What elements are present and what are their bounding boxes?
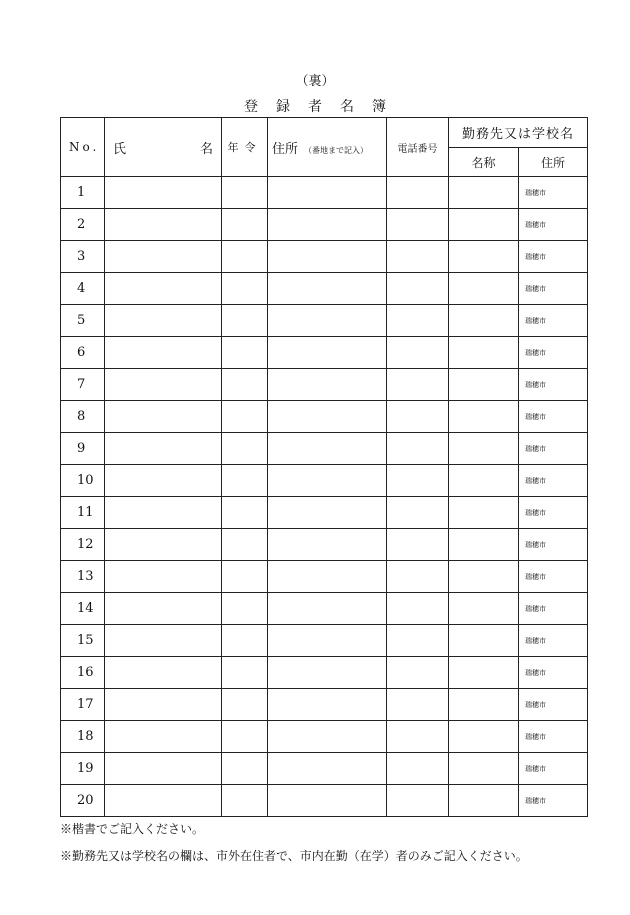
age-cell[interactable] (222, 657, 268, 689)
address-cell[interactable] (268, 529, 387, 561)
phone-cell[interactable] (387, 209, 449, 241)
workplace-name-cell[interactable] (449, 561, 519, 593)
name-cell[interactable] (105, 337, 222, 369)
workplace-address-cell[interactable]: 瑞穂市 (519, 721, 588, 753)
table-row (61, 721, 588, 753)
workplace-name-cell[interactable] (449, 593, 519, 625)
phone-cell[interactable] (387, 593, 449, 625)
age-cell[interactable] (222, 721, 268, 753)
address-cell[interactable] (268, 369, 387, 401)
age-cell[interactable] (222, 529, 268, 561)
phone-cell[interactable] (387, 529, 449, 561)
name-cell[interactable] (105, 177, 222, 209)
workplace-name-cell[interactable] (449, 177, 519, 209)
footnote-calligraphy: ※楷書でご記入ください。 (60, 822, 205, 836)
workplace-address-cell[interactable]: 瑞穂市 (519, 497, 588, 529)
address-cell[interactable] (268, 721, 387, 753)
address-cell[interactable] (268, 625, 387, 657)
table-row (61, 785, 588, 817)
table-row (61, 273, 588, 305)
phone-cell[interactable] (387, 305, 449, 337)
workplace-name-cell[interactable] (449, 241, 519, 273)
workplace-address-cell[interactable]: 瑞穂市 (519, 785, 588, 817)
workplace-address-cell[interactable]: 瑞穂市 (519, 753, 588, 785)
address-cell[interactable] (268, 497, 387, 529)
phone-cell[interactable] (387, 241, 449, 273)
workplace-address-cell[interactable]: 瑞穂市 (519, 529, 588, 561)
address-cell[interactable] (268, 689, 387, 721)
table-row (61, 561, 588, 593)
age-cell[interactable] (222, 593, 268, 625)
name-cell[interactable] (105, 433, 222, 465)
row-number: 10 (61, 465, 105, 497)
table-body (61, 177, 588, 817)
table-row (61, 241, 588, 273)
workplace-name-cell[interactable] (449, 625, 519, 657)
address-cell[interactable] (268, 657, 387, 689)
workplace-name-cell[interactable] (449, 401, 519, 433)
workplace-name-cell[interactable] (449, 369, 519, 401)
phone-cell[interactable] (387, 337, 449, 369)
table-row (61, 657, 588, 689)
phone-cell[interactable] (387, 689, 449, 721)
age-cell[interactable] (222, 689, 268, 721)
page-title: 登録者名簿 (244, 99, 404, 115)
workplace-address-cell[interactable]: 瑞穂市 (519, 337, 588, 369)
workplace-name-cell[interactable] (449, 689, 519, 721)
name-cell[interactable] (105, 785, 222, 817)
header-workplace: 勤務先又は学校名 (449, 118, 588, 148)
phone-cell[interactable] (387, 721, 449, 753)
age-cell[interactable] (222, 625, 268, 657)
row-number: 9 (61, 433, 105, 465)
row-number: 17 (61, 689, 105, 721)
workplace-name-cell[interactable] (449, 657, 519, 689)
header-workplace-name: 名称 (449, 148, 519, 177)
name-cell[interactable] (105, 593, 222, 625)
phone-cell[interactable] (387, 401, 449, 433)
row-number: 12 (61, 529, 105, 561)
address-cell[interactable] (268, 433, 387, 465)
row-number: 11 (61, 497, 105, 529)
workplace-address-cell[interactable]: 瑞穂市 (519, 369, 588, 401)
workplace-address-cell[interactable]: 瑞穂市 (519, 657, 588, 689)
age-cell[interactable] (222, 369, 268, 401)
age-cell[interactable] (222, 465, 268, 497)
workplace-address-cell[interactable]: 瑞穂市 (519, 561, 588, 593)
table-row (61, 369, 588, 401)
phone-cell[interactable] (387, 465, 449, 497)
table-row (61, 689, 588, 721)
row-number: 16 (61, 657, 105, 689)
phone-cell[interactable] (387, 625, 449, 657)
header-workplace-address: 住所 (519, 148, 588, 177)
name-cell[interactable] (105, 689, 222, 721)
registrant-table (60, 117, 588, 817)
workplace-name-cell[interactable] (449, 497, 519, 529)
row-number: 3 (61, 241, 105, 273)
address-cell[interactable] (268, 593, 387, 625)
row-number: 14 (61, 593, 105, 625)
row-number: 4 (61, 273, 105, 305)
workplace-address-cell[interactable]: 瑞穂市 (519, 177, 588, 209)
address-cell[interactable] (268, 305, 387, 337)
header-name-left: 氏 (113, 141, 127, 157)
table-row (61, 337, 588, 369)
workplace-name-cell[interactable] (449, 433, 519, 465)
address-cell[interactable] (268, 785, 387, 817)
age-cell[interactable] (222, 209, 268, 241)
workplace-name-cell[interactable] (449, 753, 519, 785)
row-number: 7 (61, 369, 105, 401)
table-row (61, 433, 588, 465)
workplace-address-cell[interactable]: 瑞穂市 (519, 689, 588, 721)
table-row (61, 593, 588, 625)
name-cell[interactable] (105, 401, 222, 433)
footnote-workplace: ※勤務先又は学校名の欄は、市外在住者で、市内在勤（在学）者のみご記入ください。 (60, 849, 528, 863)
name-cell[interactable] (105, 529, 222, 561)
row-number: 19 (61, 753, 105, 785)
header-address (268, 118, 387, 177)
phone-cell[interactable] (387, 753, 449, 785)
phone-cell[interactable] (387, 273, 449, 305)
name-cell[interactable] (105, 209, 222, 241)
row-number: 6 (61, 337, 105, 369)
age-cell[interactable] (222, 753, 268, 785)
name-cell[interactable] (105, 369, 222, 401)
table-row (61, 209, 588, 241)
header-no: No. (61, 118, 105, 177)
address-cell[interactable] (268, 465, 387, 497)
workplace-address-cell[interactable]: 瑞穂市 (519, 625, 588, 657)
table-row (61, 177, 588, 209)
address-cell[interactable] (268, 273, 387, 305)
address-cell[interactable] (268, 177, 387, 209)
table-row (61, 465, 588, 497)
age-cell[interactable] (222, 305, 268, 337)
workplace-address-cell[interactable]: 瑞穂市 (519, 305, 588, 337)
workplace-address-cell[interactable]: 瑞穂市 (519, 465, 588, 497)
phone-cell[interactable] (387, 497, 449, 529)
workplace-name-cell[interactable] (449, 305, 519, 337)
row-number: 18 (61, 721, 105, 753)
age-cell[interactable] (222, 497, 268, 529)
workplace-address-cell[interactable]: 瑞穂市 (519, 209, 588, 241)
name-cell[interactable] (105, 753, 222, 785)
row-number: 8 (61, 401, 105, 433)
workplace-name-cell[interactable] (449, 337, 519, 369)
name-cell[interactable] (105, 721, 222, 753)
workplace-name-cell[interactable] (449, 209, 519, 241)
row-number: 15 (61, 625, 105, 657)
header-address-label: 住所 (272, 141, 299, 157)
age-cell[interactable] (222, 337, 268, 369)
page-subtitle: （裏） (295, 74, 335, 89)
table-row (61, 753, 588, 785)
workplace-address-cell[interactable]: 瑞穂市 (519, 241, 588, 273)
phone-cell[interactable] (387, 433, 449, 465)
header-age: 年令 (222, 118, 268, 177)
row-number: 5 (61, 305, 105, 337)
age-cell[interactable] (222, 273, 268, 305)
workplace-name-cell[interactable] (449, 465, 519, 497)
table-row (61, 497, 588, 529)
row-number: 1 (61, 177, 105, 209)
phone-cell[interactable] (387, 177, 449, 209)
address-cell[interactable] (268, 561, 387, 593)
phone-cell[interactable] (387, 785, 449, 817)
name-cell[interactable] (105, 465, 222, 497)
age-cell[interactable] (222, 401, 268, 433)
age-cell[interactable] (222, 785, 268, 817)
workplace-name-cell[interactable] (449, 273, 519, 305)
header-phone: 電話番号 (387, 118, 449, 177)
name-cell[interactable] (105, 273, 222, 305)
name-cell[interactable] (105, 241, 222, 273)
address-cell[interactable] (268, 753, 387, 785)
age-cell[interactable] (222, 241, 268, 273)
address-cell[interactable] (268, 401, 387, 433)
header-name-right: 名 (199, 141, 213, 157)
workplace-address-cell[interactable]: 瑞穂市 (519, 593, 588, 625)
name-cell[interactable] (105, 561, 222, 593)
table-row (61, 625, 588, 657)
age-cell[interactable] (222, 177, 268, 209)
workplace-address-cell[interactable]: 瑞穂市 (519, 433, 588, 465)
age-cell[interactable] (222, 561, 268, 593)
workplace-address-cell[interactable]: 瑞穂市 (519, 273, 588, 305)
workplace-name-cell[interactable] (449, 785, 519, 817)
workplace-name-cell[interactable] (449, 529, 519, 561)
phone-cell[interactable] (387, 561, 449, 593)
workplace-name-cell[interactable] (449, 721, 519, 753)
phone-cell[interactable] (387, 369, 449, 401)
name-cell[interactable] (105, 625, 222, 657)
row-number: 13 (61, 561, 105, 593)
row-number: 20 (61, 785, 105, 817)
name-cell[interactable] (105, 497, 222, 529)
row-number: 2 (61, 209, 105, 241)
workplace-address-cell[interactable]: 瑞穂市 (519, 401, 588, 433)
table-row (61, 529, 588, 561)
name-cell[interactable] (105, 657, 222, 689)
address-cell[interactable] (268, 241, 387, 273)
age-cell[interactable] (222, 433, 268, 465)
header-name (105, 118, 222, 177)
address-cell[interactable] (268, 337, 387, 369)
name-cell[interactable] (105, 305, 222, 337)
header-address-note: （番地まで記入） (304, 145, 369, 155)
table-row (61, 401, 588, 433)
address-cell[interactable] (268, 209, 387, 241)
phone-cell[interactable] (387, 657, 449, 689)
table-row (61, 305, 588, 337)
